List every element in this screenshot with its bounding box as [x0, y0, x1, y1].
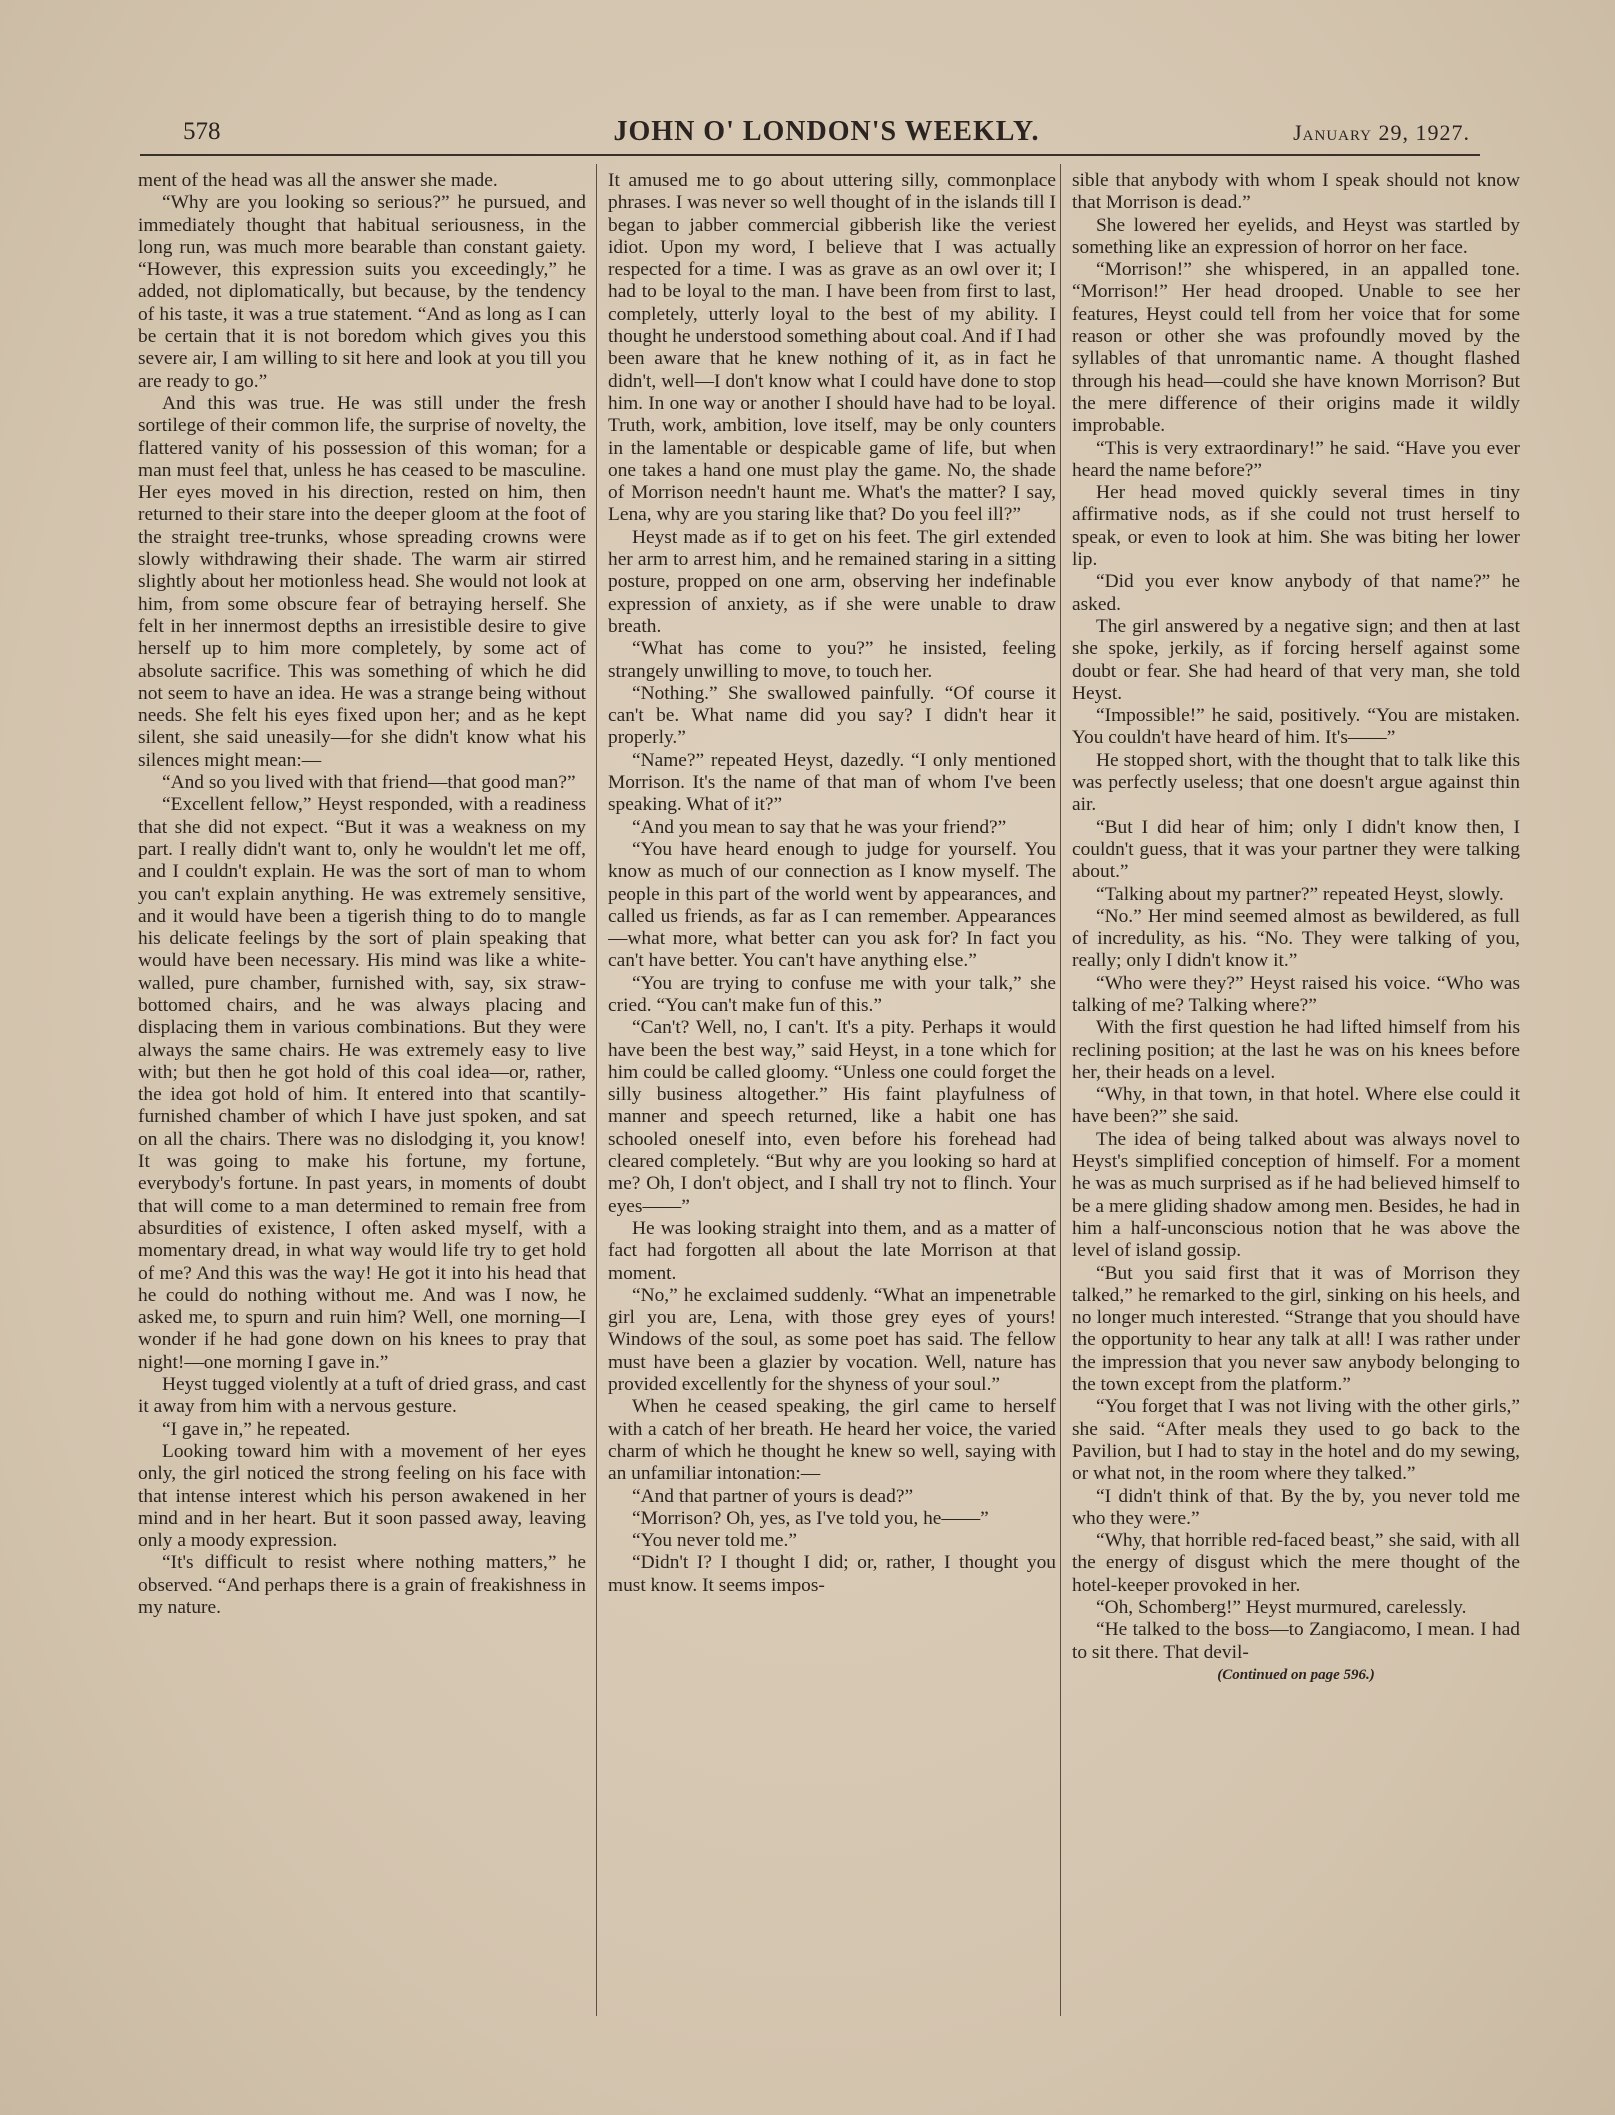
paragraph: He stopped short, with the thought that to talk like this was perfectly useless; that one doesn't argue against thin air. — [1072, 749, 1520, 816]
paragraph: She lowered her eyelids, and Heyst was startled by something like an expression of horror on her face. — [1072, 214, 1520, 258]
paragraph: The idea of being talked about was always novel to Heyst's simplified conception of himself. For a moment he was as much surprised as if he had believed himself to be a mere gliding shadow among men. Besides, he had in him a half-unconscious notion that he was above the level of island gossip. — [1072, 1128, 1520, 1262]
paragraph: “What has come to you?” he insisted, feeling strangely unwilling to move, to touch her. — [608, 638, 1056, 682]
paragraph: “Morrison!” she whispered, in an appalled tone. “Morrison!” Her head drooped. Unable to see her features, Heyst could tell from her voice that for some reason or other she was profoundly moved by the syllables of that unromantic name. A thought flashed through his head—could she have known Morrison? But the mere difference of their origins made it wildly improbable. — [1072, 259, 1520, 437]
paragraph: It amused me to go about uttering silly, commonplace phrases. I was never so well thought of in the islands till I began to jabber commercial gibberish like the veriest idiot. Upon my word, I believe that I was actually respected for a time. I was as grave as an owl over it; I had to be loyal to the man. I have been from first to last, completely, utterly loyal to the best of my ability. I thought he understood something about coal. And if I had been aware that he knew nothing of it, as in fact he didn't, well—I don't know what I could have done to stop him. In one way or another I should have had to be loyal. Truth, work, ambition, love itself, may be only counters in the lamentable or despicable game of life, but when one takes a hand one must play the game. No, the shade of Morrison needn't haunt me. What's the matter? I say, Lena, why are you staring like that? Do you feel ill?” — [608, 170, 1056, 526]
page-number: 578 — [183, 118, 221, 145]
issue-date: January 29, 1927. — [1293, 120, 1470, 145]
paragraph: “Impossible!” he said, positively. “You are mistaken. You couldn't have heard of him. It's——” — [1072, 705, 1520, 749]
paragraph: Looking toward him with a movement of her eyes only, the girl noticed the strong feeling on his face with that intense interest which his person awakened in her mind and in her heart. But it soon passed away, leaving only a moody expression. — [138, 1440, 586, 1552]
paragraph: sible that anybody with whom I speak should not know that Morrison is dead.” — [1072, 170, 1520, 214]
paragraph: “Who were they?” Heyst raised his voice. “Who was talking of me? Talking where?” — [1072, 972, 1520, 1016]
publication-title: JOHN O' LONDON'S WEEKLY. — [613, 116, 1040, 147]
paragraph: “Name?” repeated Heyst, dazedly. “I only mentioned Morrison. It's the name of that man of whom I've been speaking. What of it?” — [608, 749, 1056, 816]
paragraph: “Why are you looking so serious?” he pursued, and immediately thought that habitual seriousness, in the long run, was much more bearable than constant gaiety. “However, this expression suits you exceedingly,” he added, not diplomatically, but because, by the tendency of his taste, it was a true statement. “And as long as I can be certain that it is not boredom which gives you this severe air, I am willing to sit here and look at you till you are ready to go.” — [138, 192, 586, 392]
paragraph: “Why, in that town, in that hotel. Where else could it have been?” she said. — [1072, 1084, 1520, 1128]
paragraph: “Morrison? Oh, yes, as I've told you, he——” — [632, 1507, 989, 1529]
paragraph: “And so you lived with that friend—that good man?” — [162, 772, 576, 794]
paragraph: “Can't? Well, no, I can't. It's a pity. Perhaps it would have been the best way,” said Heyst, in a tone which for him could be called gloomy. “Unless one could forget the silly business altogether.” His faint playfulness of manner and speech returned, like a habit one has schooled oneself into, even before his forehead had cleared completely. “But why are you looking so hard at me? Oh, I don't object, and I shall try not to flinch. Your eyes——” — [608, 1017, 1056, 1217]
paragraph: “You are trying to confuse me with your talk,” she cried. “You can't make fun of this.” — [608, 972, 1056, 1016]
paragraph: “Did you ever know anybody of that name?” he asked. — [1072, 571, 1520, 615]
paragraph: He was looking straight into them, and as a matter of fact had forgotten all about the late Morrison at that moment. — [608, 1217, 1056, 1284]
paragraph: “But you said first that it was of Morrison they talked,” he remarked to the girl, sinking on his heels, and no longer much interested. “Strange that you should have the opportunity to hear any talk at all! I was rather under the impression that you never saw anybody belonging to the town except from the platform.” — [1072, 1262, 1520, 1396]
column-divider — [1060, 164, 1061, 2016]
paragraph: “Nothing.” She swallowed painfully. “Of course it can't be. What name did you say? I didn't hear it properly.” — [608, 682, 1056, 749]
paragraph: “You have heard enough to judge for yourself. You know as much of our connection as I know myself. The people in this part of the world went by appearances, and called us friends, as far as I can remember. Appearances—what more, what better can you ask for? In fact you can't have better. You can't have anything else.” — [608, 838, 1056, 972]
paragraph: “I didn't think of that. By the by, you never told me who they were.” — [1072, 1485, 1520, 1529]
paragraph: “Oh, Schomberg!” Heyst murmured, carelessly. — [1096, 1597, 1467, 1618]
text-column-2 — [608, 170, 1056, 2020]
paragraph: “Didn't I? I thought I did; or, rather, I thought you must know. It seems impos- — [608, 1552, 1056, 1596]
text-column-3 — [1072, 170, 1520, 2020]
paragraph: “And you mean to say that he was your friend?” — [632, 816, 1007, 838]
header-rule — [140, 154, 1480, 156]
paragraph: “You never told me.” — [632, 1530, 797, 1552]
paragraph: Her head moved quickly several times in tiny affirmative nods, as if she could not trust herself to speak, or even to look at him. She was biting her lower lip. — [1072, 482, 1520, 571]
paragraph: “I gave in,” he repeated. — [162, 1418, 351, 1440]
paragraph: ment of the head was all the answer she made. — [138, 170, 498, 191]
paragraph: Heyst made as if to get on his feet. The girl extended her arm to arrest him, and he remained staring in a sitting posture, propped on one arm, observing her indefinable expression of anxiety, as if she were unable to draw breath. — [608, 526, 1056, 637]
column-divider — [596, 164, 597, 2016]
page-header — [183, 112, 1470, 152]
paragraph: The girl answered by a negative sign; and then at last she spoke, jerkily, as if forcing herself against some doubt or fear. She had heard of that very man, she told Heyst. — [1072, 615, 1520, 704]
paragraph: “No.” Her mind seemed almost as bewildered, as full of incredulity, as his. “No. They were talking of you, really; only I didn't know it.” — [1072, 905, 1520, 972]
paragraph: With the first question he had lifted himself from his reclining position; at the last he was on his knees before her, their heads on a level. — [1072, 1017, 1520, 1083]
paragraph: When he ceased speaking, the girl came to herself with a catch of her breath. He heard her voice, the varied charm of which he thought he knew so well, saying with an unfamiliar intonation:— — [608, 1396, 1056, 1485]
continuation-note: (Continued on page 596.) — [1217, 1666, 1375, 1683]
paragraph: “Talking about my partner?” repeated Heyst, slowly. — [1096, 883, 1504, 905]
paragraph: “No,” he exclaimed suddenly. “What an impenetrable girl you are, Lena, with those grey eyes of yours! Windows of the soul, as some poet has said. The fellow must have been a glazier by vocation. Well, nature has provided excellently for the shyness of your soul.” — [608, 1284, 1056, 1396]
paragraph: “He talked to the boss—to Zangiacomo, I mean. I had to sit there. That devil- — [1072, 1619, 1520, 1663]
paragraph: “Why, that horrible red-faced beast,” she said, with all the energy of disgust which the mere thought of the hotel-keeper provoked in her. — [1072, 1530, 1520, 1596]
paragraph: Heyst tugged violently at a tuft of dried grass, and cast it away from him with a nervous gesture. — [138, 1374, 586, 1418]
paragraph: “It's difficult to resist where nothing matters,” he observed. “And perhaps there is a grain of freakishness in my nature. — [138, 1552, 586, 1618]
text-column-1 — [138, 170, 586, 2020]
paragraph: “You forget that I was not living with the other girls,” she said. “After meals they used to go back to the Pavilion, but I had to stay in the hotel and do my sewing, or what not, in the room where they talked.” — [1072, 1396, 1520, 1485]
paragraph: “This is very extraordinary!” he said. “Have you ever heard the name before?” — [1072, 437, 1520, 481]
paragraph: “And that partner of yours is dead?” — [632, 1485, 914, 1507]
paragraph: And this was true. He was still under the fresh sortilege of their common life, the surprise of novelty, the flattered vanity of his possession of this woman; for a man must feel that, unless he has ceased to be masculine. Her eyes moved in his direction, rested on him, then returned to their stare into the deeper gloom at the foot of the straight tree-trunks, whose spreading crowns were slowly withdrawing their shade. The warm air stirred slightly about her motionless head. She would not look at him, from some obscure fear of betraying herself. She felt in her innermost depths an irresistible desire to give herself up to him more completely, by some act of absolute sacrifice. This was something of which he did not seem to have an idea. He was a strange being without needs. She felt his eyes fixed upon her; and as he kept silent, she said uneasily—for she didn't know what his silences might mean:— — [138, 392, 586, 771]
paragraph: “Excellent fellow,” Heyst responded, with a readiness that she did not expect. “But it was a weakness on my part. I really didn't want to, only he wouldn't let me off, and I couldn't explain. He was the sort of man to whom you can't explain anything. He was extremely sensitive, and it would have been a tigerish thing to do to mangle his delicate feelings by the sort of plain speaking that would have been necessary. His mind was like a white-walled, pure chamber, furnished with, say, six straw-bottomed chairs, and he was always placing and displacing them in various combinations. But they were always the same chairs. He was extremely easy to live with; but then he got hold of this coal idea—or, rather, the idea got hold of him. It entered into that scantily-furnished chamber of which I have just spoken, and sat on all the chairs. There was no dislodging it, you know! It was going to make his fortune, my fortune, everybody's fortune. In past years, in moments of doubt that will come to a man determined to remain free from absurdities of existence, I often asked myself, with a momentary dread, in what way would life try to get hold of me? And this was the way! He got it into his head that he could do nothing without me. And was I now, he asked me, to spurn and ruin him? Well, one morning—I wonder if he had gone down on his knees to pray that night!—one morning I gave in.” — [138, 794, 586, 1373]
paragraph: “But I did hear of him; only I didn't know then, I couldn't guess, that it was your partner they were talking about.” — [1072, 816, 1520, 883]
